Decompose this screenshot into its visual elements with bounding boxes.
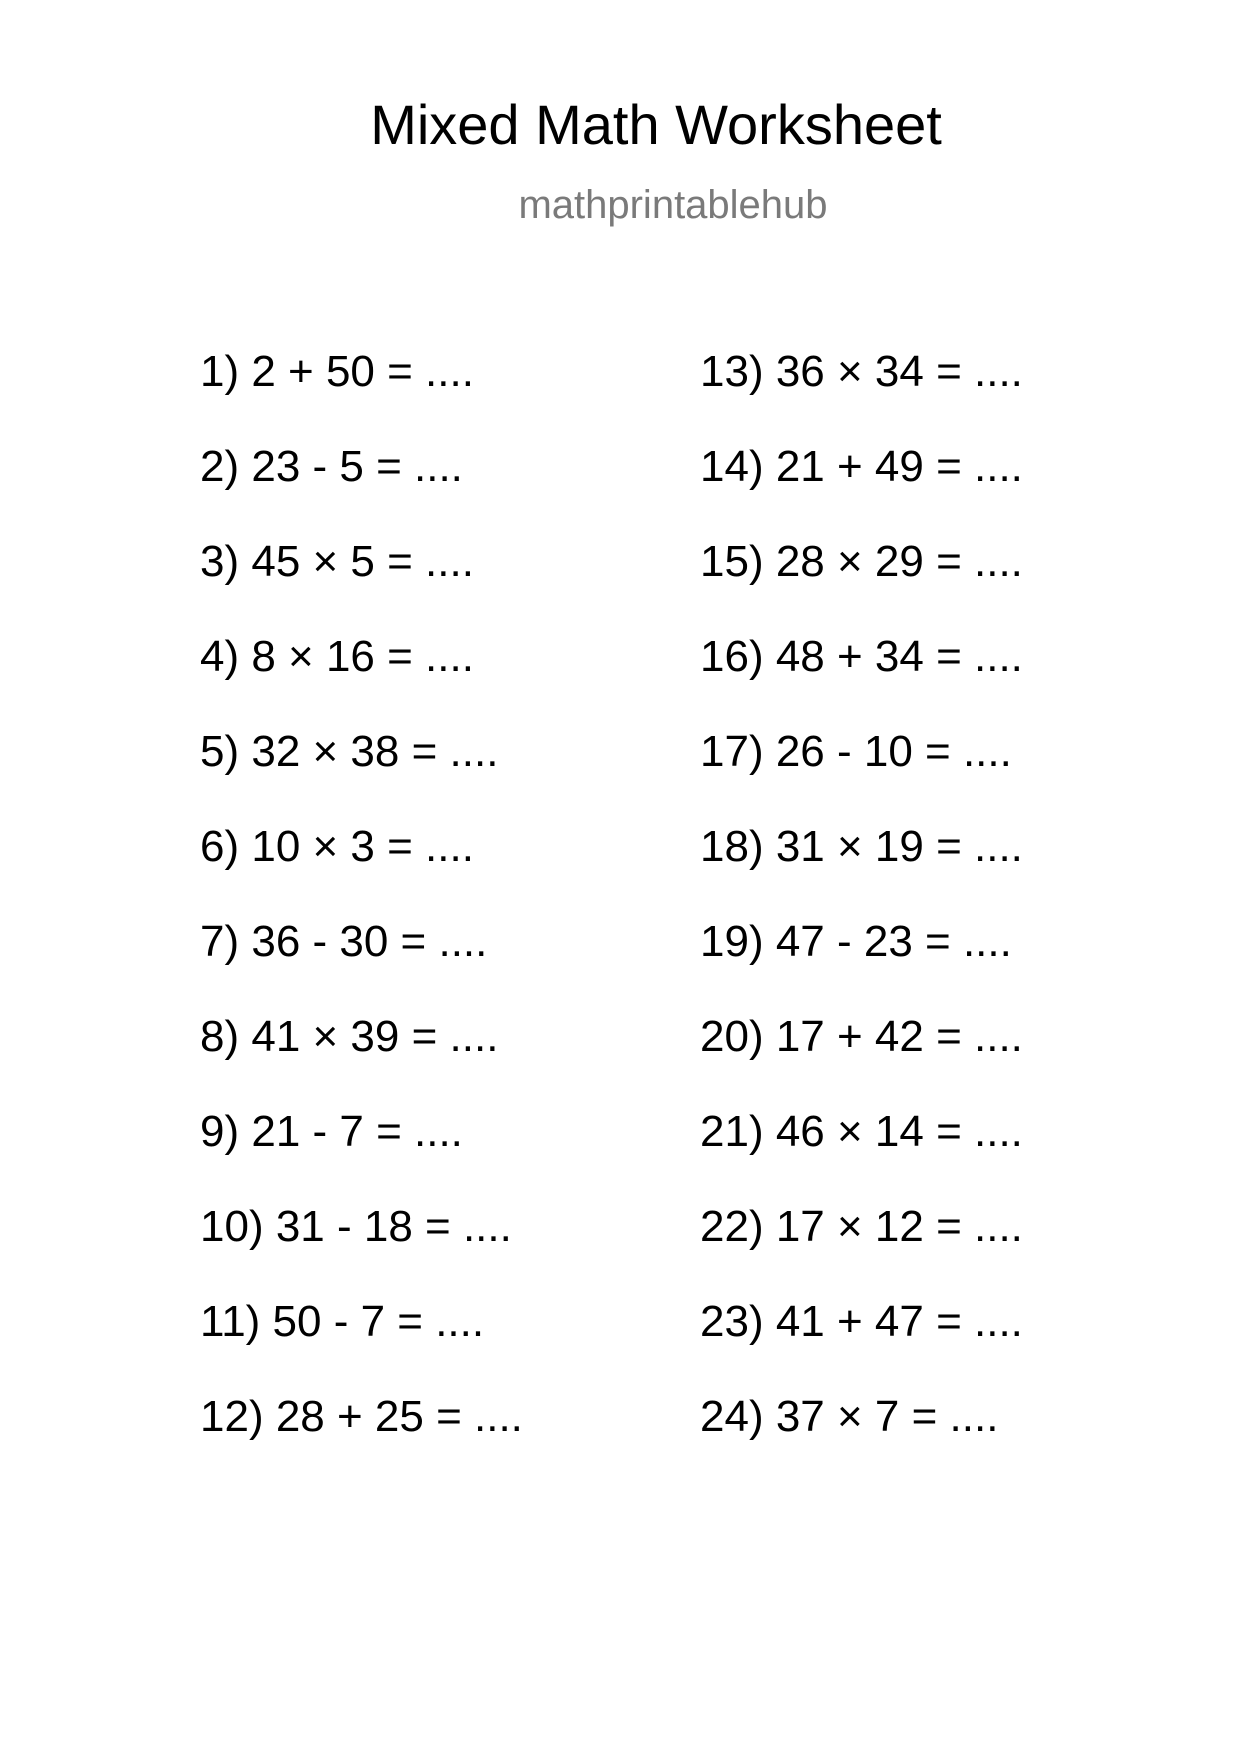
problem-6: 6) 10 × 3 = ....: [200, 822, 474, 871]
page-subtitle: mathprintablehub: [518, 183, 828, 227]
problem-8: 8) 41 × 39 = ....: [200, 1012, 499, 1061]
problem-10: 10) 31 - 18 = ....: [200, 1202, 512, 1251]
problem-4: 4) 8 × 16 = ....: [200, 632, 474, 681]
problem-13: 13) 36 × 34 = ....: [700, 347, 1023, 396]
problem-23: 23) 41 + 47 = ....: [700, 1297, 1023, 1346]
problem-1: 1) 2 + 50 = ....: [200, 347, 474, 396]
problem-21: 21) 46 × 14 = ....: [700, 1107, 1023, 1156]
problem-12: 12) 28 + 25 = ....: [200, 1392, 523, 1441]
problem-11: 11) 50 - 7 = ....: [200, 1297, 485, 1346]
problem-5: 5) 32 × 38 = ....: [200, 727, 499, 776]
problem-19: 19) 47 - 23 = ....: [700, 917, 1012, 966]
problem-15: 15) 28 × 29 = ....: [700, 537, 1023, 586]
problem-3: 3) 45 × 5 = ....: [200, 537, 474, 586]
problem-7: 7) 36 - 30 = ....: [200, 917, 488, 966]
problem-24: 24) 37 × 7 = ....: [700, 1392, 999, 1441]
page-title: Mixed Math Worksheet: [370, 93, 942, 156]
problem-17: 17) 26 - 10 = ....: [700, 727, 1012, 776]
problem-16: 16) 48 + 34 = ....: [700, 632, 1023, 681]
problem-2: 2) 23 - 5 = ....: [200, 442, 463, 491]
problem-20: 20) 17 + 42 = ....: [700, 1012, 1023, 1061]
problem-column-left: [200, 347, 523, 1490]
problem-column-right: [700, 347, 1023, 1490]
problem-18: 18) 31 × 19 = ....: [700, 822, 1023, 871]
problem-22: 22) 17 × 12 = ....: [700, 1202, 1023, 1251]
problem-9: 9) 21 - 7 = ....: [200, 1107, 463, 1156]
problem-14: 14) 21 + 49 = ....: [700, 442, 1023, 491]
